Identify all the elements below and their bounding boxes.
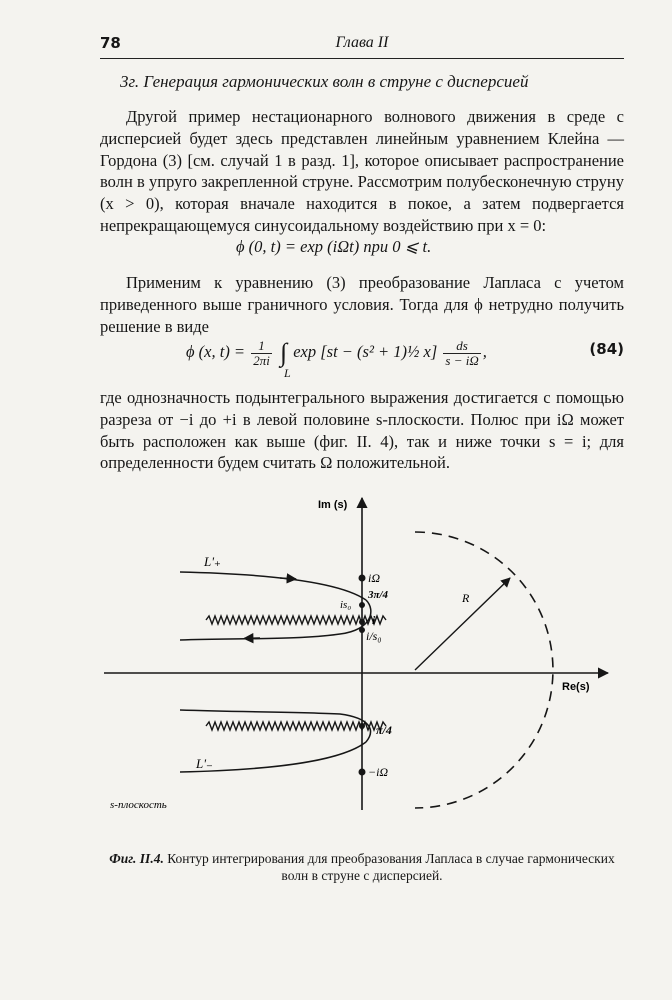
contour-L-plus-arrow xyxy=(280,578,296,579)
eq-frac-1-den: 2πi xyxy=(253,352,270,368)
branch-point-minus-i xyxy=(359,723,365,729)
caption-text: Контур интегрирования для преобразования Лапласа в случае гармонических волн в струне с дисперсией. xyxy=(167,851,615,883)
label-i-omega: iΩ xyxy=(368,571,381,585)
eq-trail: , xyxy=(482,341,487,361)
eq-frac-1 xyxy=(251,339,272,368)
branch-point-i xyxy=(359,619,365,625)
eq-integral xyxy=(279,338,291,380)
pole-i-omega xyxy=(359,575,366,582)
equation-84 xyxy=(186,334,626,378)
point-i-over-s0 xyxy=(359,627,365,633)
label-re-axis: Re(s) xyxy=(562,681,590,693)
eq-integral-sub: L xyxy=(283,366,291,380)
eq-frac-2 xyxy=(443,339,480,368)
eq-frac-2-den: s − iΩ xyxy=(445,352,479,368)
equation-number: (84) xyxy=(589,340,624,358)
eq-lhs: ϕ (x, t) = xyxy=(186,341,246,361)
header-rule xyxy=(100,58,624,59)
equation-84-body xyxy=(186,337,487,380)
pole-minus-i-omega xyxy=(359,769,366,776)
label-3pi4: 3π/4 xyxy=(368,589,389,601)
branch-cut-upper xyxy=(206,616,386,624)
dashed-semicircle xyxy=(415,532,553,808)
paragraph-2: Применим к уравнению (3) преобразование Лапласа с учетом приведенного выше граничного условия. Тогда для ϕ нетрудно получить решение в виде xyxy=(100,273,624,336)
label-i: i xyxy=(372,613,376,627)
point-is0 xyxy=(359,602,365,608)
label-i-over-s0: i/s₀ xyxy=(366,629,382,643)
eq-frac-1-num: 1 xyxy=(251,339,272,354)
contour-L-plus-outer xyxy=(180,572,366,600)
caption-label: Фиг. II.4. xyxy=(109,851,164,866)
eq-integral-sign: ∫ xyxy=(279,338,288,367)
figure-contour xyxy=(100,490,624,840)
label-s-plane: s-плоскость xyxy=(110,799,167,811)
label-L-minus: L'₋ xyxy=(196,756,213,771)
label-radius: R xyxy=(462,591,470,605)
page-number: 78 xyxy=(100,34,121,52)
contour-L-plus-arrow2 xyxy=(244,638,260,639)
paragraph-1: Другой пример нестационарного волнового движения в среде с дисперсией будет здесь представлен линейным уравнением Клейна — Гордона (3) [см. случай 1 в разд. 1], которое описывает распространение волн в упруго закрепленной струне. Рассмотрим полубесконечную струну (x > 0), которая вначале находится в покое, а затем подвергается непрекращающемуся синусоидальному воздействию при x = 0: xyxy=(100,107,624,235)
label-im-axis: Im (s) xyxy=(318,499,348,511)
section-title: 3г. Генерация гармонических волн в струне с дисперсией xyxy=(120,72,529,91)
page-header xyxy=(100,34,624,56)
equation-boundary-condition: ϕ (0, t) = exp (iΩt) при 0 ⩽ t. xyxy=(236,237,432,256)
figure-caption xyxy=(100,850,624,884)
label-L-plus: L'₊ xyxy=(204,554,221,569)
label-pi4: π/4 xyxy=(376,723,392,737)
label-minus-i-omega: −iΩ xyxy=(368,765,389,779)
contour-diagram xyxy=(100,490,624,840)
label-is0: is₀ xyxy=(340,599,352,611)
running-title: Глава II xyxy=(335,34,389,51)
eq-frac-2-num: ds xyxy=(443,339,480,354)
eq-exp-body: exp [st − (s² + 1)½ x] xyxy=(293,341,438,361)
paragraph-3: где однозначность подынтегрального выражения достигается с помощью разреза от −i до +i в левой половине s-плоскости. Полюс при iΩ может быть расположен как выше (фиг. II. 4), так и ниже точки s = i; для определенности будем считать Ω положительной. xyxy=(100,388,624,473)
